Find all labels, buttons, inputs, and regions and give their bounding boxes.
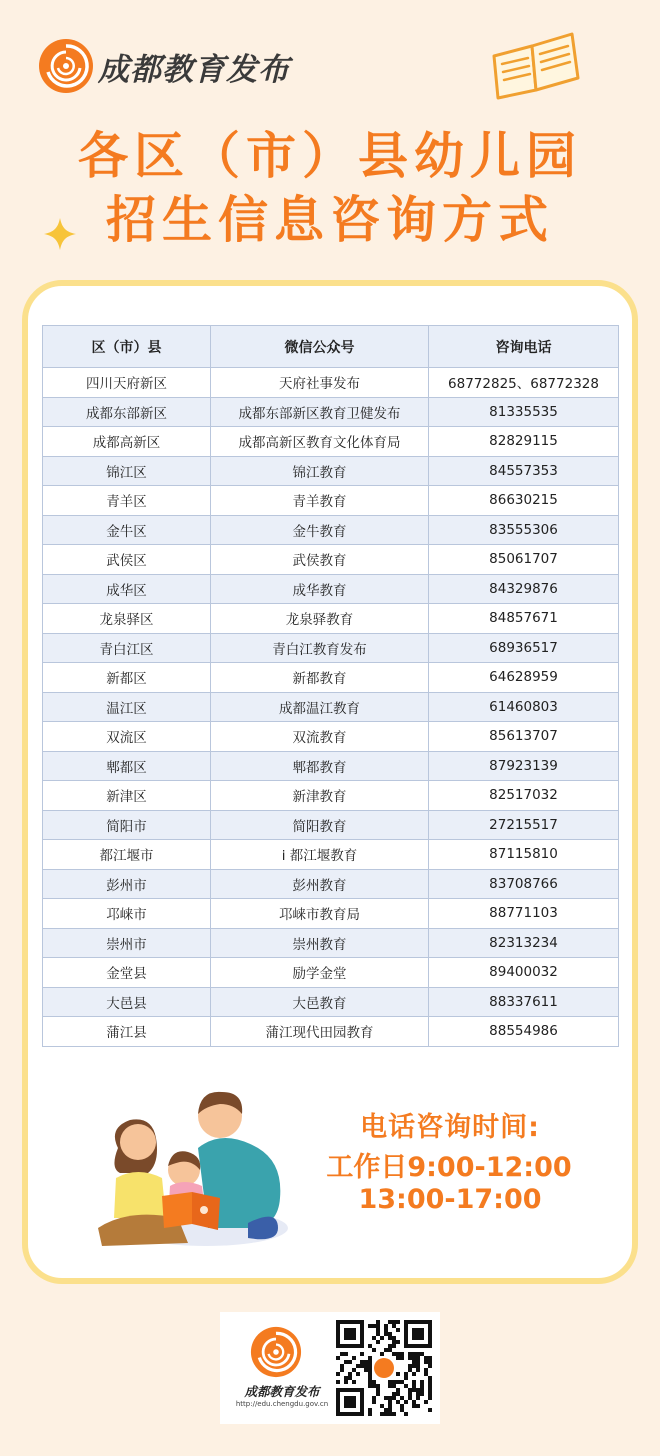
table-row (43, 515, 619, 545)
table-row (43, 958, 619, 988)
cell-phone: 85613707 (429, 722, 619, 752)
table-row (43, 781, 619, 811)
cell-phone: 83555306 (429, 515, 619, 545)
family-reading-illustration (88, 1078, 298, 1258)
brand-name: 成都教育发布 (98, 51, 290, 88)
table-row (43, 574, 619, 604)
cell-phone: 89400032 (429, 958, 619, 988)
table-row (43, 869, 619, 899)
cell-wechat: 金牛教育 (211, 515, 429, 545)
table-row (43, 987, 619, 1017)
cell-phone: 81335535 (429, 397, 619, 427)
header-phone: 咨询电话 (429, 326, 619, 368)
footer-logo-icon (250, 1326, 302, 1378)
cell-phone: 87115810 (429, 840, 619, 870)
contact-table (42, 325, 619, 1047)
cell-wechat: 成华教育 (211, 574, 429, 604)
cell-district: 简阳市 (43, 810, 211, 840)
table-row (43, 427, 619, 457)
page-title-line1: 各区（市）县幼儿园 (78, 127, 582, 185)
cell-district: 青白江区 (43, 633, 211, 663)
table-row (43, 928, 619, 958)
cell-district: 邛崃市 (43, 899, 211, 929)
cell-wechat: 励学金堂 (211, 958, 429, 988)
cell-district: 青羊区 (43, 486, 211, 516)
table-row (43, 545, 619, 575)
cell-district: 新津区 (43, 781, 211, 811)
cell-district: 新都区 (43, 663, 211, 693)
cell-phone: 88337611 (429, 987, 619, 1017)
footer-url: http://edu.chengdu.gov.cn (235, 1400, 329, 1408)
cell-district: 金堂县 (43, 958, 211, 988)
brand-logo-icon (38, 38, 94, 94)
table-row (43, 840, 619, 870)
cell-wechat: 简阳教育 (211, 810, 429, 840)
cell-district: 大邑县 (43, 987, 211, 1017)
hours-afternoon: 13:00-17:00 (358, 1184, 542, 1215)
table-row (43, 633, 619, 663)
cell-wechat: 崇州教育 (211, 928, 429, 958)
table-header-row (43, 326, 619, 368)
table-row (43, 663, 619, 693)
cell-district: 都江堰市 (43, 840, 211, 870)
table-row (43, 368, 619, 398)
cell-wechat: 武侯教育 (211, 545, 429, 575)
cell-district: 四川天府新区 (43, 368, 211, 398)
header-district: 区（市）县 (43, 326, 211, 368)
table-row (43, 604, 619, 634)
cell-phone: 82829115 (429, 427, 619, 457)
cell-wechat: 郫都教育 (211, 751, 429, 781)
cell-district: 郫都区 (43, 751, 211, 781)
cell-wechat: 新都教育 (211, 663, 429, 693)
cell-district: 彭州市 (43, 869, 211, 899)
cell-phone: 68936517 (429, 633, 619, 663)
cell-phone: 82517032 (429, 781, 619, 811)
cell-phone: 84329876 (429, 574, 619, 604)
cell-district: 锦江区 (43, 456, 211, 486)
cell-wechat: 成都东部新区教育卫健发布 (211, 397, 429, 427)
cell-district: 成都高新区 (43, 427, 211, 457)
table-row (43, 722, 619, 752)
cell-phone: 87923139 (429, 751, 619, 781)
cell-district: 蒲江县 (43, 1017, 211, 1047)
cell-phone: 61460803 (429, 692, 619, 722)
hours-morning: 工作日9:00-12:00 (326, 1152, 572, 1183)
cell-phone: 27215517 (429, 810, 619, 840)
cell-wechat: 天府社事发布 (211, 368, 429, 398)
cell-wechat: 大邑教育 (211, 987, 429, 1017)
header-wechat: 微信公众号 (211, 326, 429, 368)
cell-wechat: 锦江教育 (211, 456, 429, 486)
cell-wechat: 成都高新区教育文化体育局 (211, 427, 429, 457)
cell-phone: 88554986 (429, 1017, 619, 1047)
cell-district: 金牛区 (43, 515, 211, 545)
page-title-line2: 招生信息咨询方式 (106, 191, 554, 249)
cell-wechat: 成都温江教育 (211, 692, 429, 722)
hours-label: 电话咨询时间: (360, 1112, 540, 1143)
table-row (43, 486, 619, 516)
cell-wechat: 新津教育 (211, 781, 429, 811)
qr-code-icon[interactable] (336, 1320, 432, 1416)
footer-brand-name: 成都教育发布 (244, 1384, 320, 1399)
cell-district: 龙泉驿区 (43, 604, 211, 634)
table-row (43, 456, 619, 486)
table-row (43, 1017, 619, 1047)
brand (38, 38, 290, 94)
cell-wechat: 彭州教育 (211, 869, 429, 899)
cell-district: 成华区 (43, 574, 211, 604)
cell-phone: 86630215 (429, 486, 619, 516)
cell-phone: 68772825、68772328 (429, 368, 619, 398)
cell-phone: 84557353 (429, 456, 619, 486)
cell-wechat: i 都江堰教育 (211, 840, 429, 870)
cell-wechat: 龙泉驿教育 (211, 604, 429, 634)
cell-district: 武侯区 (43, 545, 211, 575)
table-row (43, 810, 619, 840)
cell-wechat: 青羊教育 (211, 486, 429, 516)
cell-phone: 85061707 (429, 545, 619, 575)
table-row (43, 397, 619, 427)
cell-phone: 82313234 (429, 928, 619, 958)
cell-phone: 64628959 (429, 663, 619, 693)
table-row (43, 751, 619, 781)
cell-wechat: 双流教育 (211, 722, 429, 752)
cell-district: 崇州市 (43, 928, 211, 958)
cell-district: 双流区 (43, 722, 211, 752)
cell-district: 成都东部新区 (43, 397, 211, 427)
cell-phone: 84857671 (429, 604, 619, 634)
footer-card (220, 1312, 440, 1424)
cell-phone: 83708766 (429, 869, 619, 899)
cell-wechat: 蒲江现代田园教育 (211, 1017, 429, 1047)
open-book-icon (488, 28, 584, 100)
cell-wechat: 青白江教育发布 (211, 633, 429, 663)
cell-phone: 88771103 (429, 899, 619, 929)
cell-wechat: 邛崃市教育局 (211, 899, 429, 929)
table-row (43, 899, 619, 929)
cell-district: 温江区 (43, 692, 211, 722)
table-row (43, 692, 619, 722)
